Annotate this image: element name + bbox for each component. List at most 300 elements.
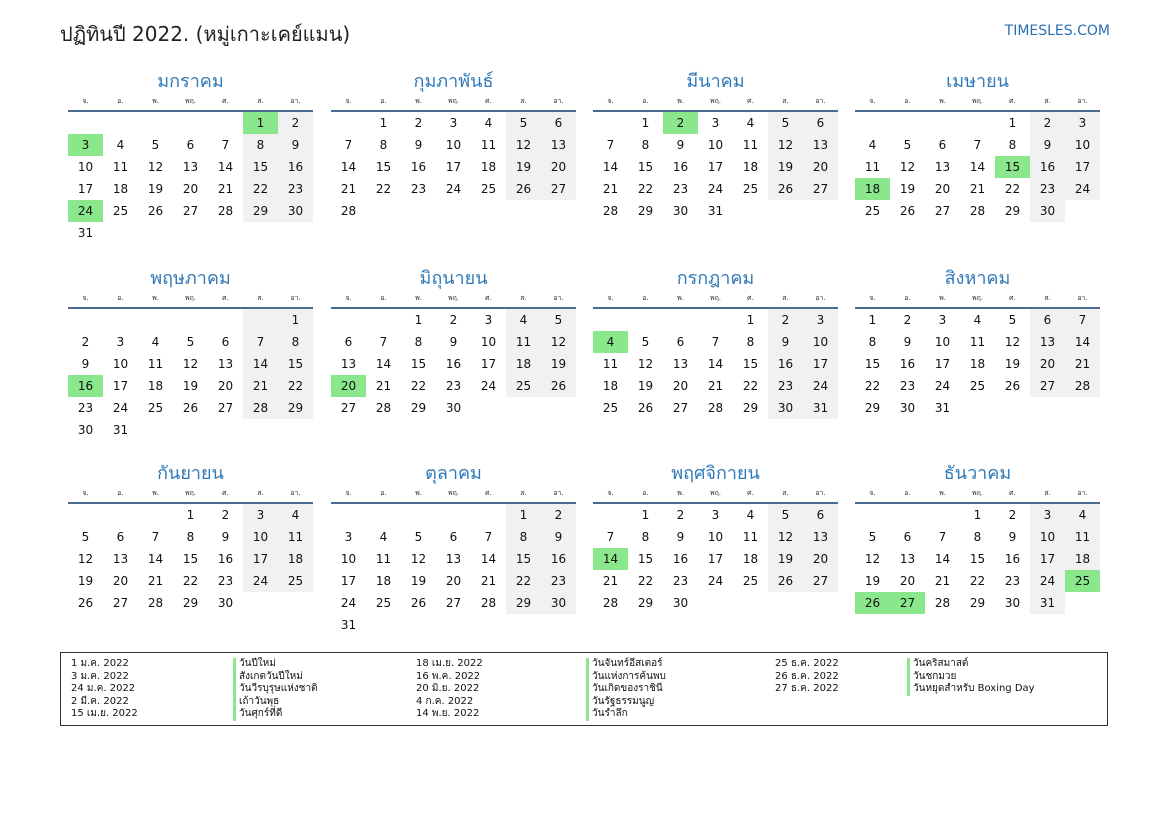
month-name: มกราคม bbox=[157, 71, 224, 92]
day-cell: 5 bbox=[414, 530, 423, 544]
day-cell: 31 bbox=[1030, 592, 1065, 614]
weekday-label: ศ. bbox=[1009, 294, 1016, 302]
weekday-label: พ. bbox=[939, 294, 946, 302]
day-cell: 14 bbox=[934, 552, 951, 566]
holiday-day-cell: 2 bbox=[663, 112, 698, 134]
day-cell: 5 bbox=[151, 138, 160, 152]
holiday-dates-col-1 bbox=[71, 658, 138, 721]
day-cell: 5 bbox=[903, 138, 912, 152]
day-cell: 8 bbox=[641, 138, 650, 152]
day-cell: 17 bbox=[340, 574, 357, 588]
day-cell: 17 bbox=[243, 548, 278, 570]
holiday-dates-col-3 bbox=[775, 658, 839, 696]
day-cell: 19 bbox=[541, 353, 576, 375]
month-name: ตุลาคม bbox=[425, 463, 482, 484]
day-cell: 10 bbox=[1030, 526, 1065, 548]
holiday-day-cell: 15 bbox=[995, 156, 1030, 178]
day-cell: 9 bbox=[1030, 134, 1065, 156]
month-block bbox=[68, 267, 313, 441]
day-cell: 8 bbox=[506, 526, 541, 548]
day-cell: 28 bbox=[243, 397, 278, 419]
day-cell: 5 bbox=[81, 530, 90, 544]
day-cell: 9 bbox=[81, 357, 90, 371]
day-cell: 4 bbox=[1065, 504, 1100, 526]
day-cell: 13 bbox=[803, 526, 838, 548]
day-cell: 16 bbox=[768, 353, 803, 375]
day-cell: 2 bbox=[81, 335, 90, 349]
empty-day-cell bbox=[208, 309, 243, 331]
day-cell: 7 bbox=[973, 138, 982, 152]
empty-day-cell bbox=[593, 309, 628, 331]
weekday-label: พฤ. bbox=[184, 294, 197, 302]
day-cell: 16 bbox=[541, 548, 576, 570]
holiday-date: 1 ม.ค. 2022 bbox=[71, 658, 129, 669]
day-cell: 9 bbox=[676, 138, 685, 152]
day-cell: 10 bbox=[803, 331, 838, 353]
weekday-label: อ. bbox=[380, 294, 387, 302]
month-block bbox=[68, 462, 313, 614]
day-cell: 3 bbox=[449, 116, 458, 130]
day-cell: 12 bbox=[506, 134, 541, 156]
day-cell: 28 bbox=[480, 596, 497, 610]
day-cell: 31 bbox=[803, 397, 838, 419]
weekday-label: อา. bbox=[290, 294, 301, 302]
holiday-name: วันเกิดของราชินี bbox=[592, 683, 663, 695]
weekday-label: อ. bbox=[904, 97, 911, 105]
day-cell: 16 bbox=[1030, 156, 1065, 178]
day-cell: 26 bbox=[410, 596, 427, 610]
day-cell: 23 bbox=[77, 401, 94, 415]
day-cell: 6 bbox=[676, 335, 685, 349]
day-cell: 12 bbox=[77, 552, 94, 566]
month-block bbox=[331, 267, 576, 419]
day-cell: 11 bbox=[112, 160, 129, 174]
weekday-label: ศ. bbox=[222, 294, 229, 302]
day-cell: 30 bbox=[899, 401, 916, 415]
weekday-label: ส. bbox=[520, 489, 527, 497]
empty-day-cell bbox=[366, 309, 401, 331]
month-block bbox=[68, 70, 313, 244]
day-cell: 18 bbox=[1065, 548, 1100, 570]
day-cell: 30 bbox=[541, 592, 576, 614]
day-cell: 6 bbox=[938, 138, 947, 152]
day-cell: 17 bbox=[1030, 548, 1065, 570]
day-cell: 23 bbox=[445, 379, 462, 393]
day-cell: 4 bbox=[116, 138, 125, 152]
day-cell: 11 bbox=[864, 160, 881, 174]
days-grid bbox=[331, 112, 576, 222]
day-cell: 16 bbox=[1004, 552, 1021, 566]
day-cell: 30 bbox=[672, 204, 689, 218]
day-cell: 21 bbox=[969, 182, 986, 196]
day-cell: 8 bbox=[868, 335, 877, 349]
day-cell: 3 bbox=[711, 508, 720, 522]
day-cell: 2 bbox=[903, 313, 912, 327]
day-cell: 14 bbox=[707, 357, 724, 371]
day-cell: 23 bbox=[217, 574, 234, 588]
empty-day-cell bbox=[138, 309, 173, 331]
day-cell: 1 bbox=[1008, 116, 1017, 130]
day-cell: 5 bbox=[768, 112, 803, 134]
holiday-date: 25 ธ.ค. 2022 bbox=[775, 658, 839, 669]
day-cell: 11 bbox=[602, 357, 619, 371]
month-name: มิถุนายน bbox=[419, 268, 488, 289]
holiday-day-cell: 26 bbox=[855, 592, 890, 614]
day-cell: 27 bbox=[1030, 375, 1065, 397]
day-cell: 23 bbox=[768, 375, 803, 397]
day-cell: 31 bbox=[77, 226, 94, 240]
holiday-date: 16 พ.ค. 2022 bbox=[416, 670, 481, 682]
holiday-day-cell: 1 bbox=[243, 112, 278, 134]
day-cell: 13 bbox=[182, 160, 199, 174]
day-cell: 30 bbox=[278, 200, 313, 222]
day-cell: 31 bbox=[340, 618, 357, 632]
empty-day-cell bbox=[890, 504, 925, 526]
day-cell: 18 bbox=[278, 548, 313, 570]
day-cell: 22 bbox=[182, 574, 199, 588]
day-cell: 3 bbox=[938, 313, 947, 327]
day-cell: 26 bbox=[147, 204, 164, 218]
weekday-label: ศ. bbox=[747, 489, 754, 497]
day-cell: 20 bbox=[672, 379, 689, 393]
days-grid bbox=[593, 504, 838, 614]
holiday-date: 24 ม.ค. 2022 bbox=[71, 683, 136, 695]
day-cell: 9 bbox=[414, 138, 423, 152]
empty-day-cell bbox=[436, 504, 471, 526]
holiday-day-cell: 4 bbox=[593, 331, 628, 353]
empty-day-cell bbox=[173, 112, 208, 134]
day-cell: 9 bbox=[449, 335, 458, 349]
day-cell: 15 bbox=[864, 357, 881, 371]
day-cell: 30 bbox=[1004, 596, 1021, 610]
page-title: ปฏิทินปี 2022. (หมู่เกาะเคย์แมน) bbox=[60, 22, 351, 46]
day-cell: 28 bbox=[340, 204, 357, 218]
weekday-label: ส. bbox=[257, 97, 264, 105]
day-cell: 19 bbox=[864, 574, 881, 588]
day-cell: 7 bbox=[344, 138, 353, 152]
weekday-label: พ. bbox=[677, 489, 684, 497]
day-cell: 1 bbox=[506, 504, 541, 526]
empty-day-cell bbox=[925, 112, 960, 134]
day-cell: 27 bbox=[803, 570, 838, 592]
weekday-label: ศ. bbox=[1009, 97, 1016, 105]
day-cell: 26 bbox=[182, 401, 199, 415]
weekday-label: พฤ. bbox=[971, 489, 984, 497]
holiday-name: เถ้าวันพุธ bbox=[239, 695, 280, 707]
weekday-label: ส. bbox=[1044, 294, 1051, 302]
day-cell: 14 bbox=[340, 160, 357, 174]
empty-day-cell bbox=[331, 504, 366, 526]
day-cell: 11 bbox=[480, 138, 497, 152]
day-cell: 10 bbox=[243, 526, 278, 548]
day-cell: 5 bbox=[186, 335, 195, 349]
days-grid bbox=[68, 504, 313, 614]
day-cell: 19 bbox=[768, 548, 803, 570]
day-cell: 11 bbox=[147, 357, 164, 371]
day-cell: 10 bbox=[707, 530, 724, 544]
holiday-name: วันชกมวย bbox=[913, 670, 957, 682]
day-cell: 13 bbox=[445, 552, 462, 566]
day-cell: 20 bbox=[899, 574, 916, 588]
weekday-label: อ. bbox=[642, 294, 649, 302]
day-cell: 10 bbox=[445, 138, 462, 152]
day-cell: 25 bbox=[864, 204, 881, 218]
weekday-label: จ. bbox=[607, 294, 614, 302]
month-block bbox=[855, 267, 1100, 419]
weekday-label: พ. bbox=[152, 97, 159, 105]
day-cell: 14 bbox=[217, 160, 234, 174]
holiday-day-cell: 20 bbox=[331, 375, 366, 397]
day-cell: 25 bbox=[602, 401, 619, 415]
day-cell: 16 bbox=[445, 357, 462, 371]
weekday-header bbox=[68, 94, 313, 112]
day-cell: 26 bbox=[506, 178, 541, 200]
day-cell: 4 bbox=[379, 530, 388, 544]
month-block bbox=[855, 70, 1100, 222]
weekday-label: จ. bbox=[607, 97, 614, 105]
weekday-header bbox=[593, 291, 838, 309]
day-cell: 23 bbox=[410, 182, 427, 196]
holiday-names-col-1 bbox=[233, 658, 318, 721]
day-cell: 11 bbox=[742, 530, 759, 544]
day-cell: 15 bbox=[506, 548, 541, 570]
day-cell: 13 bbox=[934, 160, 951, 174]
weekday-label: ศ. bbox=[747, 97, 754, 105]
empty-day-cell bbox=[103, 309, 138, 331]
day-cell: 10 bbox=[77, 160, 94, 174]
day-cell: 22 bbox=[243, 178, 278, 200]
day-cell: 30 bbox=[217, 596, 234, 610]
weekday-header bbox=[331, 486, 576, 504]
day-cell: 17 bbox=[445, 160, 462, 174]
day-cell: 14 bbox=[147, 552, 164, 566]
day-cell: 31 bbox=[707, 204, 724, 218]
days-grid bbox=[855, 112, 1100, 222]
weekday-label: อ. bbox=[642, 489, 649, 497]
month-name: สิงหาคม bbox=[944, 268, 1011, 289]
day-cell: 15 bbox=[375, 160, 392, 174]
day-cell: 10 bbox=[1065, 134, 1100, 156]
weekday-label: จ. bbox=[869, 294, 876, 302]
days-grid bbox=[68, 309, 313, 441]
weekday-label: ส. bbox=[257, 489, 264, 497]
holiday-name: วันศุกร์ที่ดี bbox=[239, 708, 283, 720]
month-block bbox=[331, 462, 576, 636]
day-cell: 3 bbox=[484, 313, 493, 327]
day-cell: 13 bbox=[112, 552, 129, 566]
day-cell: 27 bbox=[541, 178, 576, 200]
day-cell: 11 bbox=[278, 526, 313, 548]
day-cell: 17 bbox=[112, 379, 129, 393]
day-cell: 3 bbox=[243, 504, 278, 526]
day-cell: 1 bbox=[641, 508, 650, 522]
empty-day-cell bbox=[593, 504, 628, 526]
holiday-names-col-2 bbox=[586, 658, 666, 721]
day-cell: 9 bbox=[541, 526, 576, 548]
weekday-label: พ. bbox=[415, 294, 422, 302]
day-cell: 7 bbox=[379, 335, 388, 349]
holiday-day-cell: 27 bbox=[890, 592, 925, 614]
day-cell: 27 bbox=[182, 204, 199, 218]
day-cell: 29 bbox=[182, 596, 199, 610]
weekday-header bbox=[855, 486, 1100, 504]
day-cell: 12 bbox=[768, 134, 803, 156]
day-cell: 26 bbox=[1004, 379, 1021, 393]
empty-day-cell bbox=[925, 504, 960, 526]
day-cell: 14 bbox=[480, 552, 497, 566]
day-cell: 16 bbox=[278, 156, 313, 178]
days-grid bbox=[593, 309, 838, 419]
weekday-label: พ. bbox=[677, 294, 684, 302]
day-cell: 8 bbox=[973, 530, 982, 544]
day-cell: 26 bbox=[768, 570, 803, 592]
day-cell: 5 bbox=[1008, 313, 1017, 327]
day-cell: 14 bbox=[375, 357, 392, 371]
day-cell: 18 bbox=[602, 379, 619, 393]
site-link[interactable]: TIMESLES.COM bbox=[1004, 23, 1110, 39]
empty-day-cell bbox=[960, 112, 995, 134]
day-cell: 4 bbox=[506, 309, 541, 331]
day-cell: 19 bbox=[182, 379, 199, 393]
holiday-date: 14 พ.ย. 2022 bbox=[416, 708, 480, 720]
holiday-date: 20 มิ.ย. 2022 bbox=[416, 683, 480, 695]
day-cell: 23 bbox=[672, 182, 689, 196]
day-cell: 29 bbox=[1004, 204, 1021, 218]
weekday-label: อ. bbox=[117, 294, 124, 302]
day-cell: 19 bbox=[1004, 357, 1021, 371]
day-cell: 11 bbox=[742, 138, 759, 152]
day-cell: 5 bbox=[506, 112, 541, 134]
holiday-day-cell: 25 bbox=[1065, 570, 1100, 592]
day-cell: 1 bbox=[186, 508, 195, 522]
weekday-label: พฤ. bbox=[971, 97, 984, 105]
holiday-date: 3 ม.ค. 2022 bbox=[71, 670, 129, 682]
day-cell: 3 bbox=[1030, 504, 1065, 526]
empty-day-cell bbox=[243, 309, 278, 331]
day-cell: 17 bbox=[77, 182, 94, 196]
day-cell: 7 bbox=[151, 530, 160, 544]
weekday-label: พฤ. bbox=[447, 294, 460, 302]
day-cell: 29 bbox=[969, 596, 986, 610]
weekday-header bbox=[855, 94, 1100, 112]
day-cell: 7 bbox=[484, 530, 493, 544]
month-name: กุมภาพันธ์ bbox=[413, 71, 494, 92]
day-cell: 25 bbox=[969, 379, 986, 393]
day-cell: 24 bbox=[707, 182, 724, 196]
day-cell: 20 bbox=[445, 574, 462, 588]
day-cell: 23 bbox=[672, 574, 689, 588]
month-block bbox=[593, 462, 838, 614]
day-cell: 19 bbox=[147, 182, 164, 196]
day-cell: 15 bbox=[969, 552, 986, 566]
day-cell: 28 bbox=[375, 401, 392, 415]
day-cell: 25 bbox=[278, 570, 313, 592]
weekday-label: อา. bbox=[290, 489, 301, 497]
day-cell: 24 bbox=[243, 570, 278, 592]
day-cell: 10 bbox=[707, 138, 724, 152]
day-cell: 6 bbox=[803, 112, 838, 134]
day-cell: 6 bbox=[221, 335, 230, 349]
day-cell: 19 bbox=[410, 574, 427, 588]
day-cell: 3 bbox=[344, 530, 353, 544]
day-cell: 9 bbox=[221, 530, 230, 544]
day-cell: 4 bbox=[278, 504, 313, 526]
day-cell: 4 bbox=[151, 335, 160, 349]
weekday-label: จ. bbox=[607, 489, 614, 497]
day-cell: 3 bbox=[116, 335, 125, 349]
day-cell: 2 bbox=[676, 508, 685, 522]
holiday-name: วันแห่งการค้นพบ bbox=[592, 670, 666, 682]
day-cell: 18 bbox=[480, 160, 497, 174]
day-cell: 15 bbox=[182, 552, 199, 566]
weekday-header bbox=[593, 486, 838, 504]
day-cell: 11 bbox=[375, 552, 392, 566]
day-cell: 28 bbox=[602, 204, 619, 218]
day-cell: 12 bbox=[637, 357, 654, 371]
weekday-header bbox=[593, 94, 838, 112]
holidays-list bbox=[60, 652, 1108, 726]
holiday-name: วันรัฐธรรมนูญ bbox=[592, 695, 655, 707]
day-cell: 19 bbox=[77, 574, 94, 588]
day-cell: 19 bbox=[768, 156, 803, 178]
weekday-label: ศ. bbox=[747, 294, 754, 302]
day-cell: 8 bbox=[414, 335, 423, 349]
holiday-day-cell: 14 bbox=[593, 548, 628, 570]
day-cell: 21 bbox=[480, 574, 497, 588]
day-cell: 21 bbox=[375, 379, 392, 393]
day-cell: 11 bbox=[1065, 526, 1100, 548]
day-cell: 31 bbox=[112, 423, 129, 437]
day-cell: 4 bbox=[484, 116, 493, 130]
day-cell: 13 bbox=[672, 357, 689, 371]
month-block bbox=[593, 267, 838, 419]
day-cell: 5 bbox=[641, 335, 650, 349]
day-cell: 4 bbox=[746, 508, 755, 522]
day-cell: 17 bbox=[707, 160, 724, 174]
holiday-day-cell: 3 bbox=[68, 134, 103, 156]
day-cell: 2 bbox=[768, 309, 803, 331]
weekday-label: ส. bbox=[257, 294, 264, 302]
day-cell: 20 bbox=[217, 379, 234, 393]
day-cell: 23 bbox=[1030, 178, 1065, 200]
day-cell: 24 bbox=[445, 182, 462, 196]
day-cell: 12 bbox=[182, 357, 199, 371]
day-cell: 20 bbox=[803, 548, 838, 570]
weekday-label: อ. bbox=[380, 489, 387, 497]
day-cell: 1 bbox=[973, 508, 982, 522]
day-cell: 27 bbox=[803, 178, 838, 200]
weekday-label: อ. bbox=[117, 489, 124, 497]
weekday-label: พฤ. bbox=[971, 294, 984, 302]
day-cell: 6 bbox=[541, 112, 576, 134]
day-cell: 7 bbox=[243, 331, 278, 353]
day-cell: 7 bbox=[711, 335, 720, 349]
empty-day-cell bbox=[471, 504, 506, 526]
weekday-label: พ. bbox=[677, 97, 684, 105]
days-grid bbox=[593, 112, 838, 222]
day-cell: 25 bbox=[112, 204, 129, 218]
day-cell: 8 bbox=[186, 530, 195, 544]
day-cell: 20 bbox=[541, 156, 576, 178]
weekday-label: จ. bbox=[345, 294, 352, 302]
weekday-label: ส. bbox=[782, 294, 789, 302]
weekday-label: พ. bbox=[939, 489, 946, 497]
day-cell: 8 bbox=[1008, 138, 1017, 152]
weekday-label: อา. bbox=[553, 489, 564, 497]
weekday-label: พ. bbox=[152, 489, 159, 497]
day-cell: 27 bbox=[672, 401, 689, 415]
holiday-names-col-3 bbox=[907, 658, 1035, 696]
